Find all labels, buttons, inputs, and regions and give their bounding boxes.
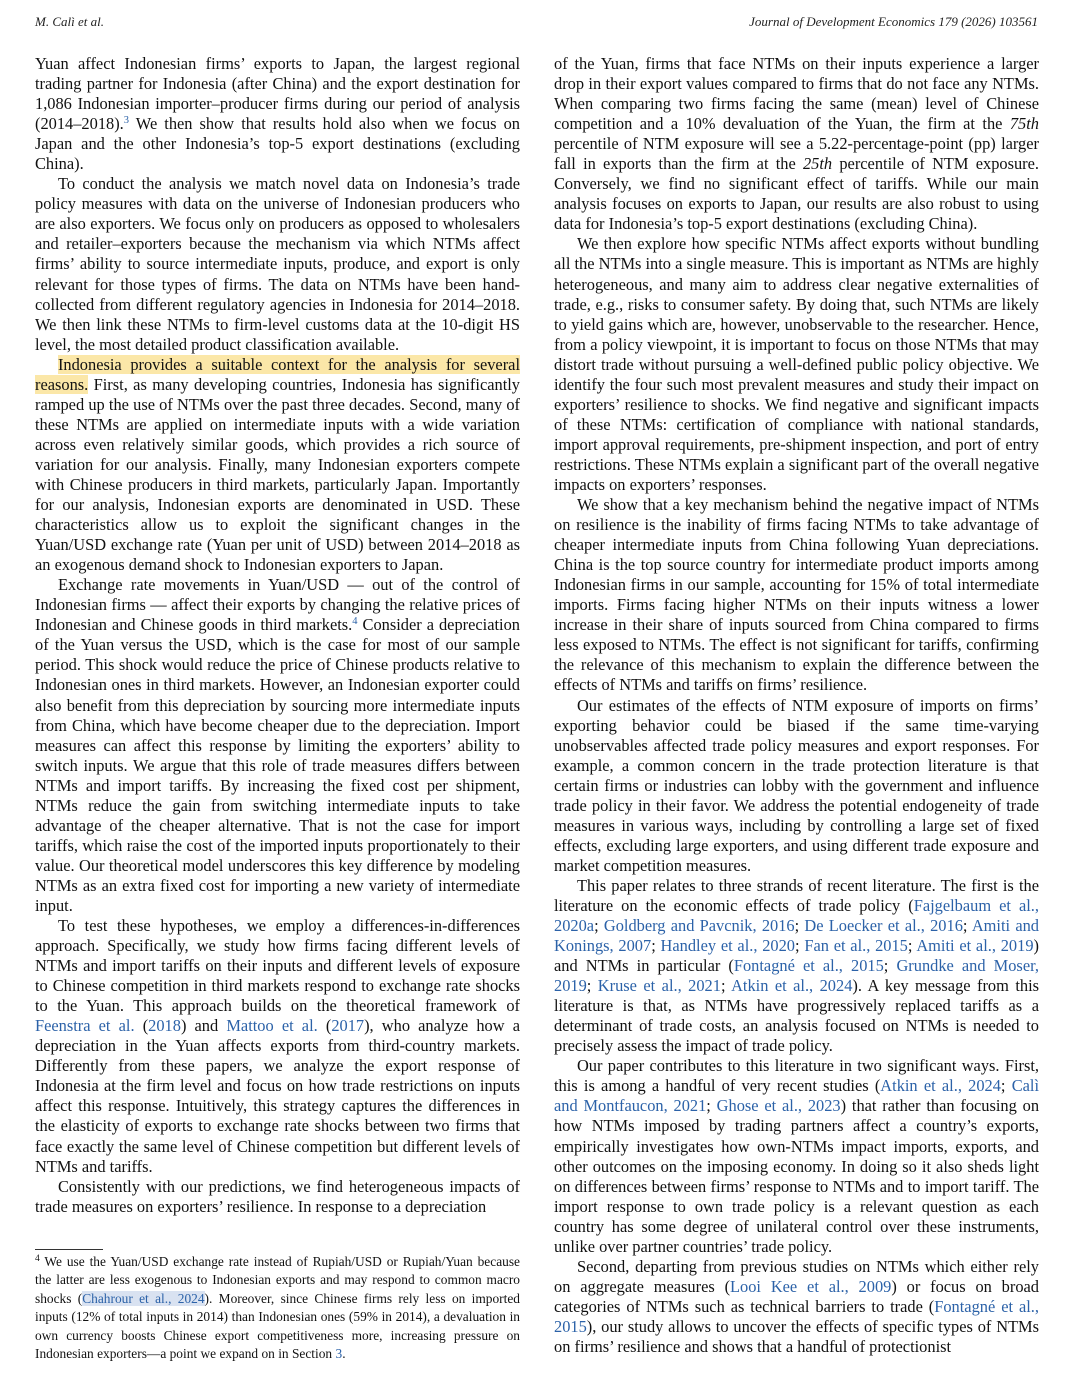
right-column bbox=[554, 54, 1039, 1357]
left-paragraph-4 bbox=[35, 575, 520, 916]
percentile-75: 75th bbox=[1009, 114, 1039, 134]
right-paragraph-4: Our estimates of the effects of NTM exposure of imports on firms’ exporting behavior could be biased if the same time-varying unobservables affected trade policy measures and export responses. For example, a common concern in the trade protection literature is that certain firms or industries can lobby with the government and influence trade policy in their favor. We address the potential endogeneity of trade measures in various ways, including by controlling a large set of fixed effects, excluding large exporters, and using different trade exposure and market competition measures. bbox=[554, 695, 1039, 875]
left-paragraph-3 bbox=[35, 355, 520, 576]
citation-separator: ; bbox=[795, 936, 805, 956]
text-run: ( bbox=[134, 1016, 149, 1036]
text-run: ( bbox=[317, 1016, 332, 1036]
citation-link[interactable]: 2018 bbox=[148, 1016, 181, 1036]
citation-link[interactable]: Calì and Montfaucon, 2021 bbox=[554, 1076, 1040, 1116]
citation-separator: ; bbox=[1000, 1076, 1012, 1096]
citation-separator: ) bbox=[852, 976, 858, 996]
text-run: . A key message from this literature is that, as NTMs have progressively replaced tariffs as a determinant of trade costs, an analysis focused on NTMs is needed to precisely assess the impact of trade policy. bbox=[554, 976, 1040, 1056]
left-paragraph-5 bbox=[35, 916, 520, 1177]
citation-link[interactable]: Handley et al., 2020 bbox=[660, 936, 796, 956]
text-run: ), who analyze how a depreciation in the Yuan affects exports from third-country markets. Differently from these papers, we analyze the export response of Indonesia at the firm level and focus on how trade restrictions on inputs affect this response. Intuitively, this strategy captures the differences in the elasticity of exports to exchange rate shocks between two firms that face exactly the same level of Chinese competition but different levels of NTMs and tariffs. bbox=[35, 1016, 520, 1176]
citation-separator: ; bbox=[586, 976, 598, 996]
text-run: . bbox=[342, 1346, 346, 1362]
text-run: of the Yuan, firms that face NTMs on their inputs experience a larger drop in their export values compared to firms that do not face any NTMs. When comparing two firms facing the same (mean) level of Chinese competition and a 10% devaluation of the Yuan, the firm at the bbox=[554, 54, 1039, 134]
running-head-authors: M. Calì et al. bbox=[35, 14, 104, 29]
text-run: Our paper contributes to this literature in two significant ways. First, this is among a handful of very recent studies ( bbox=[554, 1056, 1039, 1096]
citation-link[interactable]: Amiti and Konings, 2007 bbox=[554, 916, 1039, 956]
citation-separator: ; bbox=[651, 936, 661, 956]
citation-link[interactable]: Mattoo et al. bbox=[226, 1016, 318, 1036]
citation-link[interactable]: Goldberg and Pavcnik, 2016 bbox=[603, 916, 795, 936]
citation-separator: ) and NTMs in particular ( bbox=[554, 936, 1039, 976]
text-run: ) or focus on broad categories of NTMs such as technical barriers to trade ( bbox=[554, 1276, 1039, 1316]
citation-link[interactable]: Atkin et al., 2024 bbox=[731, 976, 853, 996]
citation-separator: ; bbox=[907, 936, 917, 956]
section-link[interactable]: 3 bbox=[335, 1346, 343, 1362]
left-paragraph-2: To conduct the analysis we match novel data on Indonesia’s trade policy measures with data on the universe of Indonesian producers who are also exporters. We focus only on producers as opposed to wholesalers and retailer–exporters because the mechanism via which NTMs affect firms’ ability to source intermediate inputs, produce, and export is only relevant for those types of firms. The data on NTMs have been hand-collected from different regulatory agencies in Indonesia for 2014–2018. We then link these NTMs to firm-level customs data at the 10-digit HS level, the most detailed product classification available. bbox=[35, 174, 520, 354]
text-run: We use the Yuan/USD exchange rate instead of Rupiah/USD or Rupiah/Yuan because the latter are less exogenous to Indonesian exports and may respond to common macro shocks ( bbox=[35, 1254, 520, 1306]
text-run: We then show that results hold also when we focus on Japan and the other Indonesia’s top-5 export destinations (excluding China). bbox=[35, 114, 520, 174]
right-paragraph-5 bbox=[554, 876, 1039, 1056]
citation-link[interactable]: De Loecker et al., 2016 bbox=[804, 916, 963, 936]
citation-link[interactable]: Feenstra et al. bbox=[35, 1016, 135, 1036]
footnote-4 bbox=[35, 1253, 520, 1363]
right-paragraph-3: We show that a key mechanism behind the negative impact of NTMs on resilience is the inability of firms facing NTMs to take advantage of cheaper intermediate inputs from China following Yuan depreciations. China is the top source country for intermediate product imports among Indonesian firms in our sample, accounting for 15% of total intermediate imports. Firms facing higher NTMs on their inputs witness a lower increase in their share of inputs sourced from China compared to firms less exposed to NTMs. The effect is not significant for tariffs, confirming the relevance of this mechanism to explain the difference between the effects of NTMs and tariffs on firms’ resilience. bbox=[554, 495, 1039, 695]
left-paragraph-6: Consistently with our predictions, we find heterogeneous impacts of trade measures on exporters’ resilience. In response to a depreciation bbox=[35, 1176, 520, 1216]
right-paragraph-2: We then explore how specific NTMs affect exports without bundling all the NTMs into a single measure. This is important as NTMs are highly heterogeneous, and many aim to address clear negative externalities of trade, e.g., risks to consumer safety. By doing that, such NTMs are likely to yield gains which are, however, unobservable to the researcher. Hence, from a policy viewpoint, it is important to focus on those NTMs that may distort trade without pursuing a well-defined public policy objective. We identify the four such most prevalent measures and study their impact on exporters’ resilience to shocks. We find negative and significant impacts of these NTMs: certification of compliance with national standards, import approval requirements, pre-shipment inspection, and port of entry restrictions. These NTMs explain a significant part of the overall negative impacts on exporters’ responses. bbox=[554, 234, 1039, 494]
citation-link[interactable]: Fan et al., 2015 bbox=[804, 936, 908, 956]
citation-separator: ; bbox=[594, 916, 604, 936]
text-run: To test these hypotheses, we employ a differences-in-differences approach. Specifically, we study how firms facing different levels of NTMs and import tariffs on their inputs and different levels of exposure to Chinese competition in third markets respond to exchange rate shocks to the Yuan. This approach builds on the theoretical framework of bbox=[35, 916, 520, 1016]
citation-link[interactable]: Fajgelbaum et al., 2020a bbox=[554, 895, 1039, 936]
running-head bbox=[35, 14, 1038, 36]
left-paragraph-1 bbox=[35, 54, 520, 174]
citation-link[interactable]: Amiti et al., 2019 bbox=[916, 936, 1034, 956]
text-run: Exchange rate movements in Yuan/USD — out of the control of Indonesian firms — affect their exports by changing the relative prices of Indonesian and Chinese goods in third markets. bbox=[35, 575, 520, 635]
text-run: percentile of NTM exposure will see a 5.22-percentage-point (pp) larger fall in exports than the firm at the bbox=[554, 134, 1039, 174]
footnote-number: 4 bbox=[35, 1254, 40, 1264]
text-run: First, as many developing countries, Indonesia has significantly ramped up the use of NTMs over the past three decades. Second, many of these NTMs are applied on intermediate inputs with a wide variation across even relatively similar goods, which provides a rich source of variation for our analysis. Finally, many Indonesian exporters compete with Chinese producers in third markets, particularly Japan. Importantly for our analysis, Indonesian exports are denominated in USD. These characteristics allow us to exploit the significant changes in the Yuan/USD exchange rate (Yuan per unit of USD) between 2014–2018 as an exogenous demand shock to Indonesian exporters to Japan. bbox=[35, 374, 520, 575]
text-run: ) and bbox=[180, 1016, 227, 1036]
citation-link[interactable]: Chahrour et al., 2024 bbox=[82, 1290, 205, 1306]
percentile-25: 25th bbox=[802, 154, 833, 174]
right-paragraph-6 bbox=[554, 1056, 1039, 1256]
footnote-text bbox=[35, 1253, 520, 1363]
citation-link[interactable]: Fontagné et al., 2015 bbox=[733, 956, 884, 976]
citation-separator: ; bbox=[962, 916, 972, 936]
text-run: percentile of NTM exposure. Conversely, we find no significant effect of tariffs. While our main analysis focuses on exports to Japan, our results are also robust to using data for Indonesia’s top-5 export destinations (excluding China). bbox=[554, 154, 1039, 234]
text-run: Yuan affect Indonesian firms’ exports to Japan, the largest regional trading partner for Indonesia (after China) and the export destination for 1,086 Indonesian importer–producer firms during our period of analysis (2014–2018). bbox=[35, 54, 520, 134]
text-run: ), our study allows to uncover the effects of specific types of NTMs on firms’ resilience and shows that a handful of protectionist bbox=[554, 1316, 1039, 1356]
footnote-marker-3[interactable]: 3 bbox=[123, 115, 130, 127]
citation-link[interactable]: Looi Kee et al., 2009 bbox=[730, 1276, 892, 1296]
right-paragraph-7 bbox=[554, 1257, 1039, 1357]
citation-link[interactable]: Grundke and Moser, 2019 bbox=[554, 956, 1039, 996]
citation-link[interactable]: Fontagné et al., 2015 bbox=[554, 1296, 1039, 1336]
text-run: Second, departing from previous studies on NTMs which either rely on aggregate measures ( bbox=[554, 1256, 1039, 1296]
citation-link[interactable]: Ghose et al., 2023 bbox=[716, 1096, 841, 1116]
citation-separator: ; bbox=[883, 956, 897, 976]
footnote-marker-4[interactable]: 4 bbox=[352, 616, 358, 628]
citation-link[interactable]: Atkin et al., 2024 bbox=[880, 1076, 1001, 1096]
citation-separator: ; bbox=[706, 1096, 717, 1116]
citation-link[interactable]: Kruse et al., 2021 bbox=[597, 976, 721, 996]
text-run: ) that rather than focusing on how NTMs imposed by trading partners affect a country’s exports, empirically investigates how own-NTMs impact imports, exports, and other outcomes on the imposing economy. In doing so it also sheds light on differences between firms’ response to NTMs and to import tariff. The import response to own trade policy is a relevant question as each country has some degree of unilateral control over these instruments, unlike over partner countries’ trade policy. bbox=[554, 1096, 1040, 1256]
left-column bbox=[35, 54, 520, 1217]
highlighted-sentence: Indonesia provides a suitable context for the analysis for several reasons. bbox=[35, 354, 520, 394]
text-run: Consider a depreciation of the Yuan versus the USD, which is the case for most of our sample period. This shock would reduce the price of Chinese products relative to Indonesian ones in third markets. However, an Indonesian exporter could also benefit from this depreciation by sourcing more intermediate inputs from China, which have become cheaper due to the depreciation. Import measures can affect this response by limiting the exporters’ ability to switch inputs. We argue that this role of trade measures differs between NTMs and import tariffs. By increasing the fixed cost per shipment, NTMs reduce the gain from switching intermediate inputs to take advantage of the cheaper alternative. That is not the case for import tariffs, which raise the cost of the imported inputs proportionately to their value. Our theoretical model underscores this key difference by modeling NTMs as an extra fixed cost for importing a new variety of intermediate input. bbox=[35, 615, 520, 915]
text-run: ). Moreover, since Chinese firms rely less on imported inputs (12% of total inputs in 2014) than Indonesian ones (59% in 2014), a devaluation in own currency boosts Chinese export competitiveness more, increasing pressure on Indonesian exporters—a point we expand on in Section bbox=[35, 1290, 521, 1362]
citation-separator: ; bbox=[720, 976, 732, 996]
right-paragraph-1 bbox=[554, 54, 1039, 234]
citation-link[interactable]: 2017 bbox=[331, 1016, 365, 1036]
running-head-journal: Journal of Development Economics 179 (2026) 103561 bbox=[749, 14, 1038, 29]
text-run: This paper relates to three strands of recent literature. The first is the literature on the economic effects of trade policy ( bbox=[554, 875, 1039, 915]
footnote-rule bbox=[35, 1249, 103, 1250]
citation-separator: ; bbox=[794, 916, 805, 936]
